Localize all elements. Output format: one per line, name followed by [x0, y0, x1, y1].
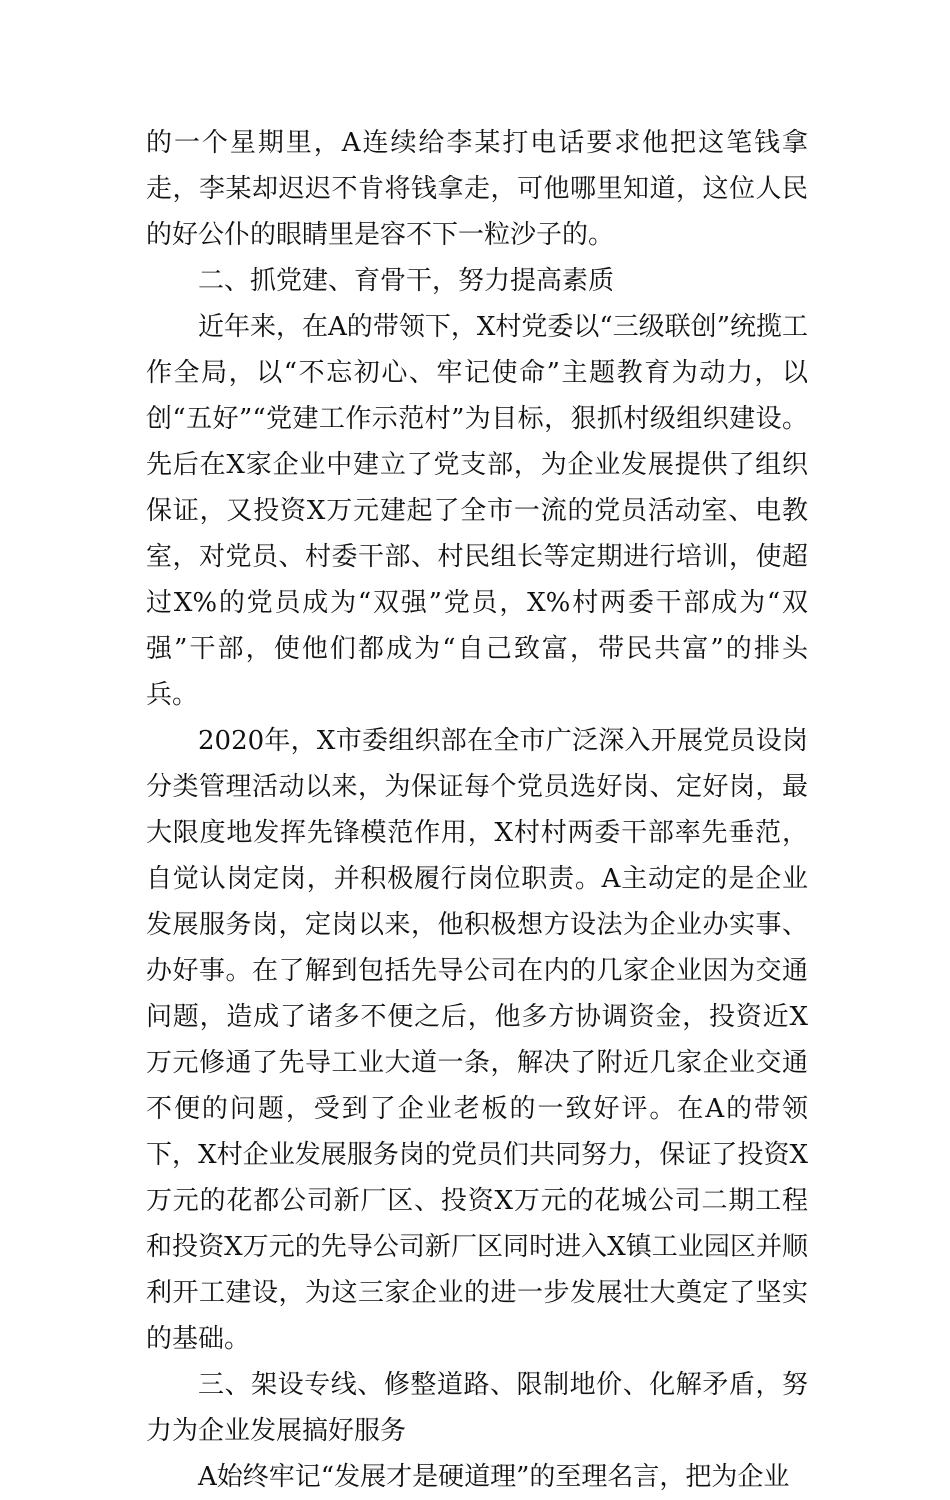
- paragraph-post-management: 2020年，X市委组织部在全市广泛深入开展党员设岗分类管理活动以来，为保证每个党员选好岗、定好岗，最大限度地发挥先锋模范作用，X村村两委干部率先垂范，自觉认岗定岗，并积极履行岗位职责。A主动定的是企业发展服务岗，定岗以来，他积极想方设法为企业办实事、办好事。在了解到包括先导公司在内的几家企业因为交通问题，造成了诸多不便之后，他多方协调资金，投资近X万元修通了先导工业大道一条，解决了附近几家企业交通不便的问题，受到了企业老板的一致好评。在A的带领下，X村企业发展服务岗的党员们共同努力，保证了投资X万元的花都公司新厂区、投资X万元的花城公司二期工程和投资X万元的先导公司新厂区同时进入X镇工业园区并顺利开工建设，为这三家企业的进一步发展壮大奠定了坚实的基础。: [146, 726, 808, 1354]
- paragraph-continuation: 的一个星期里，A连续给李某打电话要求他把这笔钱拿走，李某却迟迟不肯将钱拿走，可他哪里知道，这位人民的好公仆的眼睛里是容不下一粒沙子的。: [146, 128, 808, 250]
- paragraph-party-building: 近年来，在A的带领下，X村党委以“三级联创”统揽工作全局，以“不忘初心、牢记使命”主题教育为动力，以创“五好”“党建工作示范村”为目标，狠抓村级组织建设。先后在X家企业中建立了党支部，为企业发展提供了组织保证，又投资X万元建起了全市一流的党员活动室、电教室，对党员、村委干部、村民组长等定期进行培训，使超过X%的党员成为“双强”党员，X%村两委干部成为“双强”干部，使他们都成为“自己致富，带民共富”的排头兵。: [146, 312, 808, 710]
- section-heading-2: 二、抓党建、育骨干，努力提高素质: [198, 266, 615, 296]
- paragraph-development: A始终牢记“发展才是硬道理”的至理名言，把为企业: [198, 1462, 790, 1492]
- document-page: [146, 120, 808, 1500]
- section-heading-3: 三、架设专线、修整道路、限制地价、化解矛盾，努力为企业发展搞好服务: [146, 1370, 808, 1446]
